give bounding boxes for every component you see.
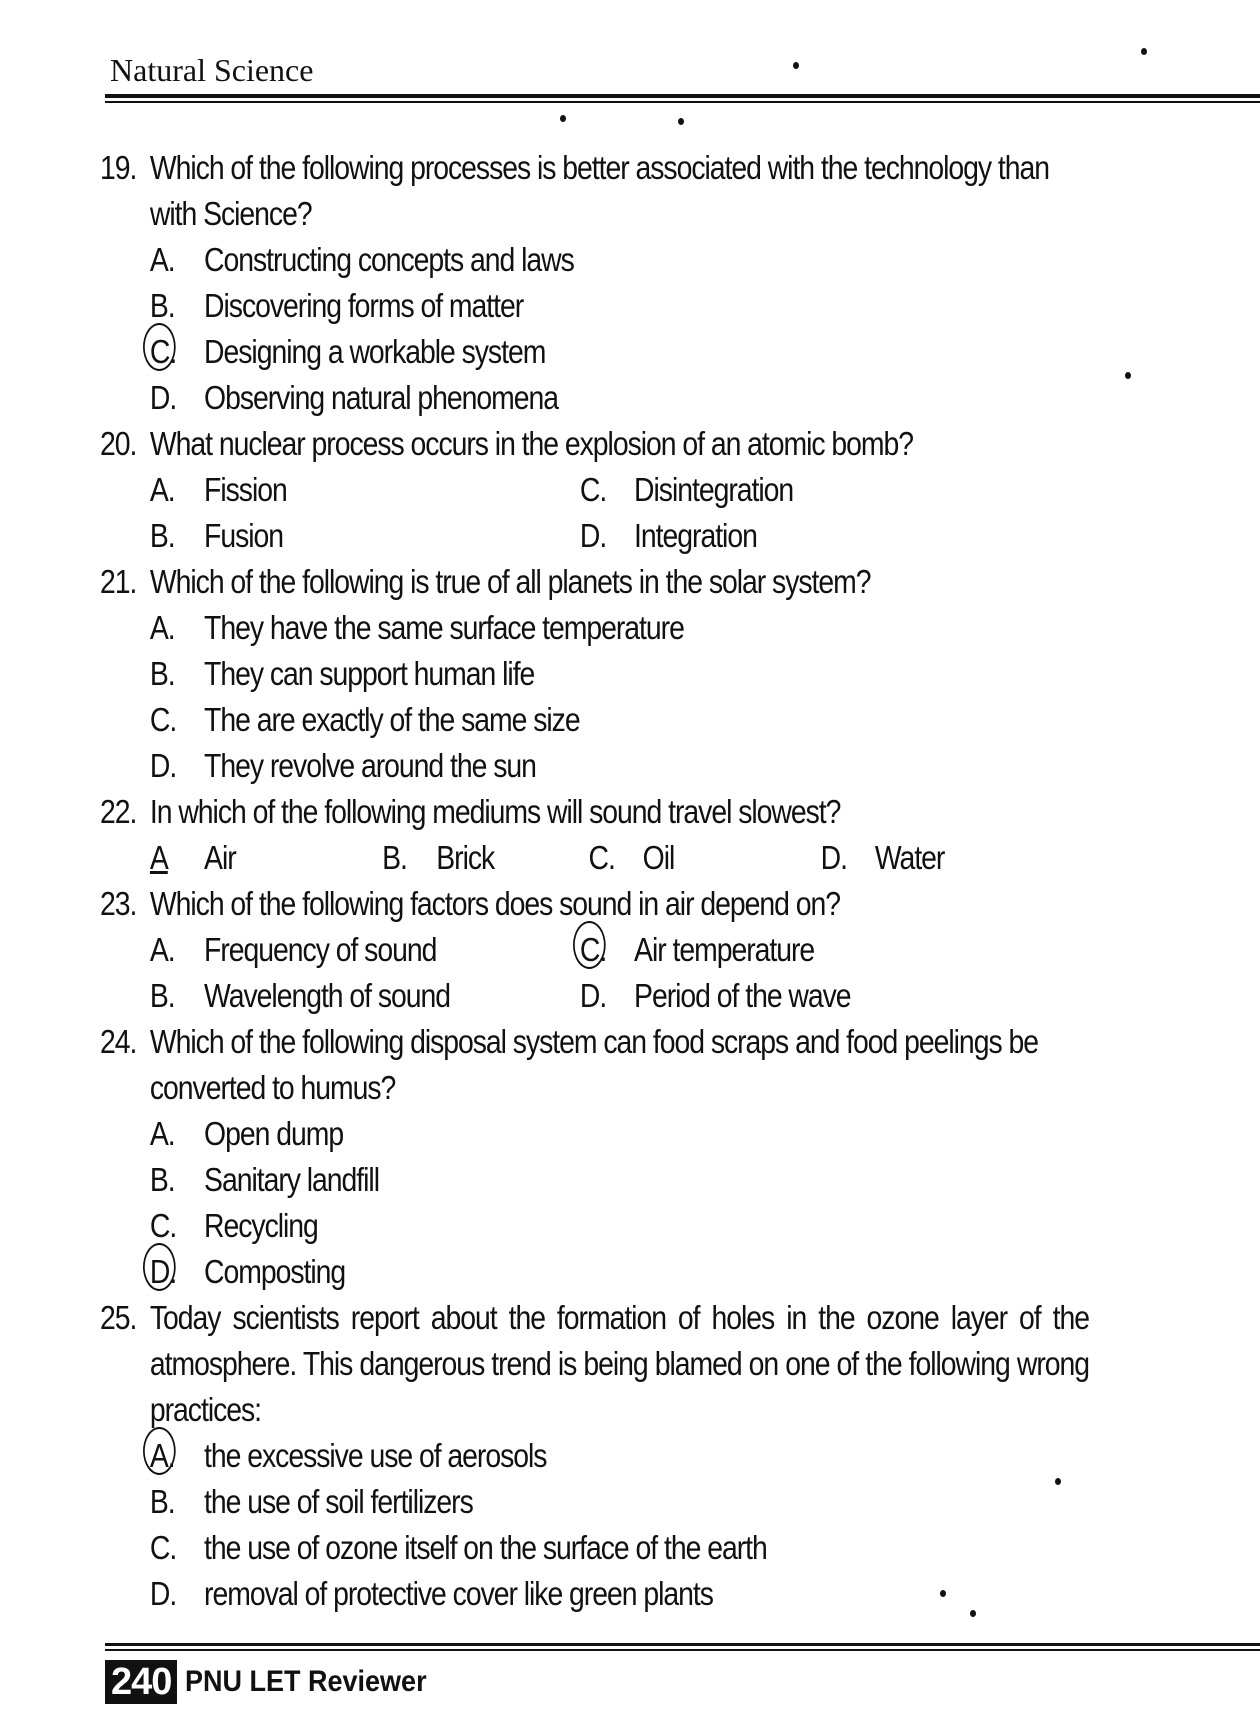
option-text: Brick bbox=[436, 839, 495, 876]
option-marked bbox=[150, 329, 1089, 375]
option-text: Fission bbox=[204, 471, 287, 508]
option bbox=[150, 1157, 1089, 1203]
header-rule bbox=[105, 94, 1260, 98]
option-letter: B. bbox=[149, 287, 175, 324]
question-number: 24. bbox=[100, 1023, 137, 1060]
option bbox=[580, 973, 924, 1019]
option-letter-underlined: A bbox=[149, 839, 168, 876]
option-marked bbox=[150, 467, 580, 513]
option bbox=[150, 1111, 1089, 1157]
option-letter: B. bbox=[382, 839, 407, 876]
question-number: 22. bbox=[100, 793, 137, 830]
option-text: Air bbox=[204, 839, 236, 876]
question-text: What nuclear process occurs in the explosion of an atomic bomb? bbox=[149, 425, 914, 462]
book-title: PNU LET Reviewer bbox=[185, 1665, 427, 1698]
option-text: removal of protective cover like green plants bbox=[204, 1575, 713, 1612]
question-number: 21. bbox=[100, 563, 137, 600]
option bbox=[150, 1571, 1089, 1617]
option-letter-circled: C. bbox=[150, 329, 204, 375]
footer-rule-thin bbox=[105, 1649, 1260, 1651]
option-letter: D. bbox=[149, 747, 177, 784]
option bbox=[150, 513, 580, 559]
option-letter: C. bbox=[149, 1529, 177, 1566]
question-number: 25. bbox=[100, 1299, 137, 1336]
question-text: Today scientists report about the formation of holes in the ozone layer of the atmosphere. This dangerous trend is being blamed on one of the following wrong practices: bbox=[149, 1299, 1089, 1428]
option bbox=[150, 605, 1089, 651]
option-letter: A. bbox=[149, 1115, 175, 1152]
option-text: Constructing concepts and laws bbox=[204, 241, 574, 278]
option-text: Water bbox=[874, 839, 945, 876]
question-text: Which of the following is true of all planets in the solar system? bbox=[149, 563, 871, 600]
option-letter: D. bbox=[149, 379, 177, 416]
option-letter: B. bbox=[149, 1161, 175, 1198]
option bbox=[821, 835, 993, 881]
option-letter: B. bbox=[149, 517, 175, 554]
option bbox=[150, 697, 1089, 743]
option bbox=[150, 973, 580, 1019]
question-number: 20. bbox=[100, 425, 137, 462]
question-text: Which of the following processes is better associated with the technology than with Science? bbox=[149, 149, 1050, 232]
option bbox=[382, 835, 588, 881]
header-rule-thin bbox=[105, 101, 1260, 103]
page-footer bbox=[105, 1660, 454, 1704]
question-23 bbox=[100, 881, 1089, 1019]
option-text: Frequency of sound bbox=[204, 931, 437, 968]
option-text: Disintegration bbox=[634, 471, 794, 508]
option-text: Recycling bbox=[204, 1207, 318, 1244]
option-text: Wavelength of sound bbox=[204, 977, 451, 1014]
option bbox=[150, 283, 1089, 329]
option-text: Designing a workable system bbox=[204, 333, 546, 370]
option-text: Observing natural phenomena bbox=[204, 379, 559, 416]
scan-speck bbox=[678, 118, 684, 125]
option bbox=[150, 1203, 1089, 1249]
question-text: Which of the following disposal system can food scraps and food peelings be converted to humus? bbox=[149, 1023, 1038, 1106]
option-marked bbox=[150, 1249, 1089, 1295]
option-text: Oil bbox=[642, 839, 675, 876]
question-text: In which of the following mediums will sound travel slowest? bbox=[149, 793, 841, 830]
option bbox=[150, 651, 1089, 697]
option bbox=[580, 513, 924, 559]
option-text: They can support human life bbox=[204, 655, 535, 692]
option bbox=[580, 467, 924, 513]
option-text: the use of soil fertilizers bbox=[204, 1483, 473, 1520]
option-text: the excessive use of aerosols bbox=[204, 1437, 547, 1474]
option-letter: C. bbox=[149, 701, 177, 738]
scan-speck bbox=[1141, 48, 1147, 55]
question-20 bbox=[100, 421, 1089, 559]
scan-speck bbox=[793, 62, 799, 69]
option-marked bbox=[150, 1433, 1089, 1479]
option-text: Composting bbox=[204, 1253, 346, 1290]
option-text: Fusion bbox=[204, 517, 284, 554]
scan-speck bbox=[1125, 372, 1131, 379]
option bbox=[150, 1525, 1089, 1571]
option-letter: D. bbox=[579, 517, 607, 554]
option-letter: C. bbox=[149, 1207, 177, 1244]
question-25 bbox=[100, 1295, 1089, 1617]
option-marked bbox=[580, 927, 924, 973]
option-text: They have the same surface temperature bbox=[204, 609, 684, 646]
option-text: Integration bbox=[634, 517, 757, 554]
option-text: Discovering forms of matter bbox=[204, 287, 524, 324]
option-letter: B. bbox=[149, 977, 175, 1014]
option-letter-circled: D. bbox=[150, 1249, 204, 1295]
option-letter: C. bbox=[588, 839, 615, 876]
option-letter-circled: C. bbox=[580, 927, 634, 973]
option bbox=[150, 237, 1089, 283]
question-22 bbox=[100, 789, 1089, 881]
option-letter-circled: A. bbox=[150, 1433, 204, 1479]
option-letter: A. bbox=[149, 609, 175, 646]
option-text: Period of the wave bbox=[634, 977, 851, 1014]
option-text: Air temperature bbox=[634, 931, 815, 968]
option-text: the use of ozone itself on the surface of the earth bbox=[204, 1529, 767, 1566]
question-text: Which of the following factors does sound in air depend on? bbox=[149, 885, 840, 922]
option-letter: D. bbox=[579, 977, 607, 1014]
option-letter: D. bbox=[820, 839, 848, 876]
option-letter: D. bbox=[149, 1575, 177, 1612]
option bbox=[150, 927, 580, 973]
option-letter: C. bbox=[579, 471, 607, 508]
option bbox=[150, 375, 1089, 421]
question-24 bbox=[100, 1019, 1089, 1295]
option-letter: B. bbox=[149, 655, 175, 692]
option-letter: A. bbox=[149, 241, 175, 278]
question-number: 19. bbox=[100, 149, 137, 186]
option bbox=[150, 1479, 1089, 1525]
option-marked bbox=[150, 743, 1089, 789]
option-marked bbox=[150, 835, 382, 881]
scan-speck bbox=[560, 115, 566, 122]
option-letter: B. bbox=[149, 1483, 175, 1520]
question-list bbox=[100, 145, 1089, 1617]
page-number: 240 bbox=[105, 1660, 177, 1704]
option-text: They revolve around the sun bbox=[204, 747, 536, 784]
option-text: Open dump bbox=[204, 1115, 344, 1152]
question-number: 23. bbox=[100, 885, 137, 922]
question-19 bbox=[100, 145, 1089, 421]
footer-rule bbox=[105, 1643, 1260, 1646]
section-title: Natural Science bbox=[110, 52, 314, 88]
option bbox=[588, 835, 820, 881]
option-text: Sanitary landfill bbox=[204, 1161, 379, 1198]
option-text: The are exactly of the same size bbox=[204, 701, 580, 738]
option-letter: A. bbox=[149, 471, 175, 508]
option-letter: A. bbox=[149, 931, 175, 968]
question-21 bbox=[100, 559, 1089, 789]
